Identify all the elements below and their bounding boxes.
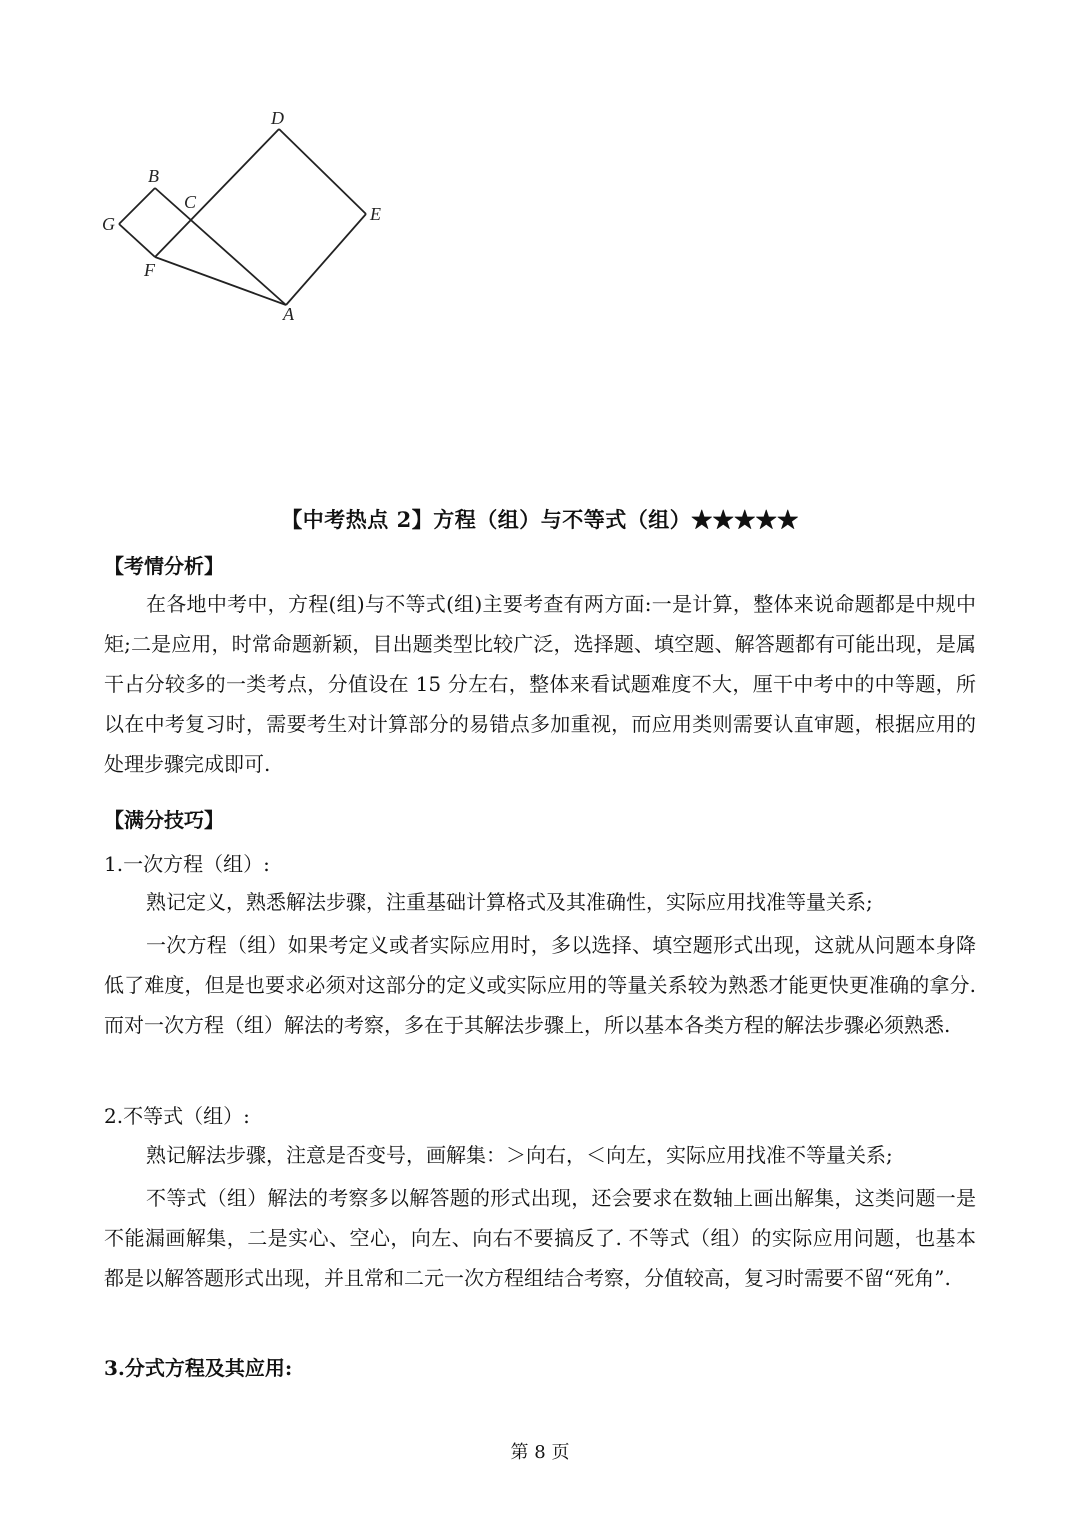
label-G: G: [102, 214, 115, 234]
segment-EA: [286, 214, 366, 305]
item1-heading: 1.一次方程（组）:: [104, 852, 270, 876]
item2-heading: 2.不等式（组）:: [104, 1104, 250, 1128]
label-F: F: [144, 260, 155, 280]
page-number: 第 8 页: [510, 1442, 570, 1463]
label-C: C: [184, 192, 197, 212]
section-title: 【中考热点 2】方程（组）与不等式（组）★★★★★: [281, 507, 799, 532]
label-B: B: [148, 166, 159, 186]
segment-GF: [119, 224, 155, 257]
segment-FD: [155, 129, 279, 257]
analysis-heading: 【考情分析】: [104, 554, 224, 578]
tips-heading: 【满分技巧】: [104, 808, 224, 832]
geometry-figure: [96, 100, 396, 330]
segment-BA: [155, 188, 286, 305]
segment-GB: [119, 188, 155, 224]
item3-heading: 3.分式方程及其应用:: [104, 1356, 293, 1380]
item2-paragraph-2: 不等式（组）解法的考察多以解答题的形式出现，还会要求在数轴上画出解集，这类问题一是不能漏画解集，二是实心、空心，向左、向右不要搞反了. 不等式（组）的实际应用问题，也基本都是以解答题形式出现，并且常和二元一次方程组结合考察，分值较高，复习时需要不留“死角”.: [104, 1186, 976, 1290]
segment-FA: [155, 257, 286, 305]
label-D: D: [271, 108, 284, 128]
item2-paragraph-1: 熟记解法步骤，注意是否变号，画解集：＞向右，＜向左，实际应用找准不等量关系;: [146, 1143, 893, 1167]
segment-DE: [279, 129, 366, 214]
analysis-paragraph: 在各地中考中，方程(组)与不等式(组)主要考查有两方面:一是计算，整体来说命题都是中规中矩;二是应用，时常命题新颖，目出题类型比较广泛，选择题、填空题、解答题都有可能出现，是属干占分较多的一类考点，分值设在 15 分左右，整体来看试题难度不大，厘干中考中的中等题，所以在中考复习时，需要考生对计算部分的易错点多加重视，而应用类则需要认直审题，根据应用的处理步骤完成即可.: [104, 592, 976, 776]
item1-paragraph-2: 一次方程（组）如果考定义或者实际应用时，多以选择、填空题形式出现，这就从问题本身降低了难度，但是也要求必须对这部分的定义或实际应用的等量关系较为熟悉才能更快更准确的拿分. 而对一次方程（组）解法的考察，多在于其解法步骤上，所以基本各类方程的解法步骤必须熟悉.: [104, 933, 976, 1037]
label-A: A: [283, 304, 294, 324]
item1-paragraph-1: 熟记定义，熟悉解法步骤，注重基础计算格式及其准确性，实际应用找准等量关系;: [146, 890, 873, 914]
label-E: E: [370, 204, 381, 224]
